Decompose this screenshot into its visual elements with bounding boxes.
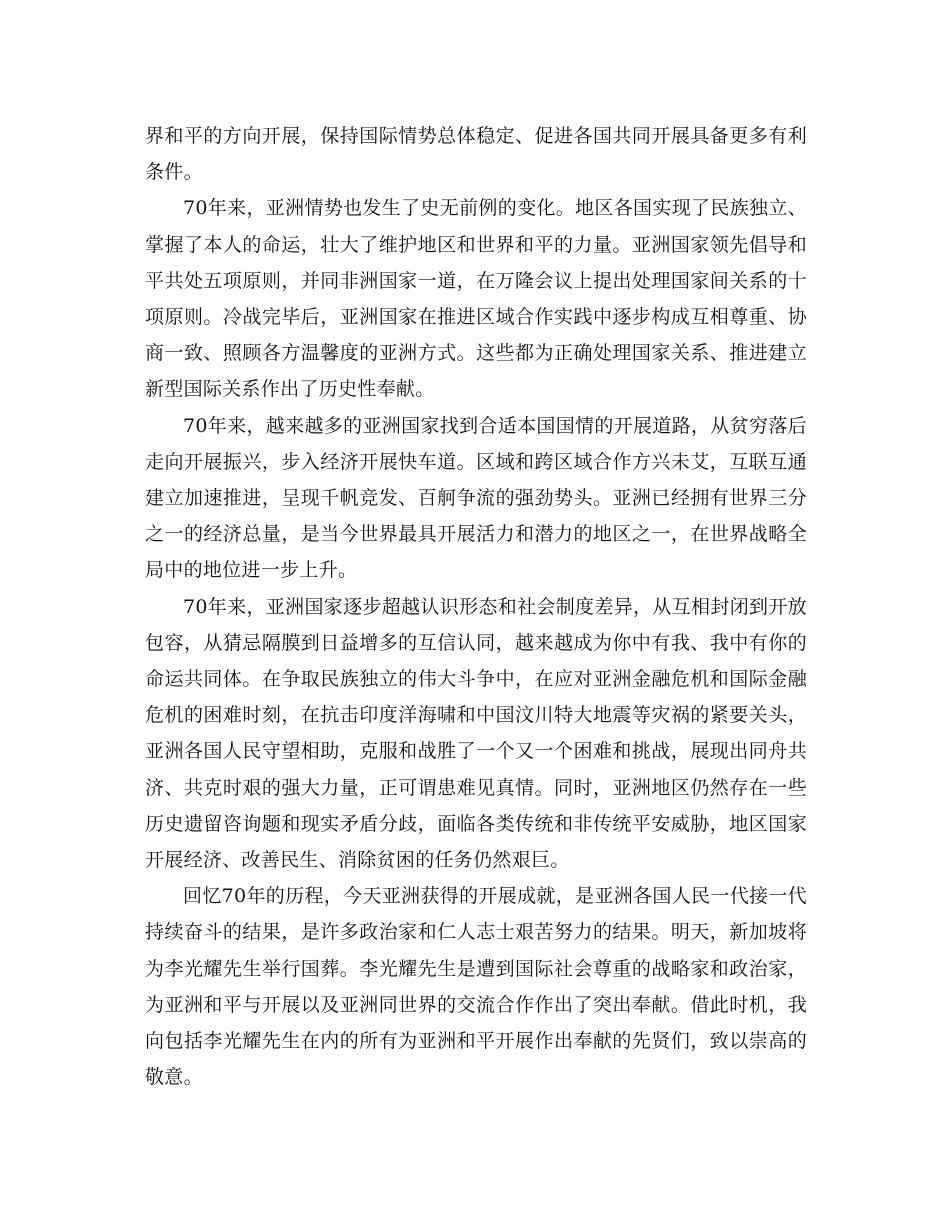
paragraph-retrospect: 回忆70年的历程，今天亚洲获得的开展成就，是亚洲各国人民一代接一代持续奋斗的结果，是许多政治家和仁人志士艰苦努力的结果。明天，新加坡将为李光耀先生举行国葬。李光耀先生是遭到国际社会尊重的战略家和政治家，为亚洲和平与开展以及亚洲同世界的交流合作作出了突出奉献。借此时机，我向包括李光耀先生在内的所有为亚洲和平开展作出奉献的先贤们，致以崇高的敬意。	[145, 885, 807, 1089]
paragraph-asia-community: 70年来，亚洲国家逐步超越认识形态和社会制度差异，从互相封闭到开放包容，从猜忌隔膜到日益增多的互信认同，越来越成为你中有我、我中有你的命运共同体。在争取民族独立的伟大斗争中，在应对亚洲金融危机和国际金融危机的困难时刻，在抗击印度洋海啸和中国汶川特大地震等灾祸的紧要关头，亚洲各国人民守望相助，克服和战胜了一个又一个困难和挑战，展现出同舟共济、共克时艰的强大力量，正可谓患难见真情。同时，亚洲地区仍然存在一些历史遗留咨询题和现实矛盾分歧，面临各类传统和非传统平安威胁，地区国家开展经济、改善民生、消除贫困的任务仍然艰巨。	[145, 595, 807, 872]
paragraph-asia-development: 70年来，越来越多的亚洲国家找到合适本国国情的开展道路，从贫穷落后走向开展振兴，步入经济开展快车道。区域和跨区域合作方兴未艾，互联互通建立加速推进，呈现千帆竞发、百舸争流的强劲势头。亚洲已经拥有世界三分之一的经济总量，是当今世界最具开展活力和潜力的地区之一，在世界战略全局中的地位进一步上升。	[145, 414, 807, 582]
document-body	[145, 118, 807, 1095]
paragraph-continuation: 界和平的方向开展，保持国际情势总体稳定、促进各国共同开展具备更多有利条件。	[145, 125, 807, 184]
paragraph-asia-situation: 70年来，亚洲情势也发生了史无前例的变化。地区各国实现了民族独立、掌握了本人的命运，壮大了维护地区和世界和平的力量。亚洲国家领先倡导和平共处五项原则，并同非洲国家一道，在万隆会议上提出处理国家间关系的十项原则。冷战完毕后，亚洲国家在推进区域合作实践中逐步构成互相尊重、协商一致、照顾各方温馨度的亚洲方式。这些都为正确处理国家关系、推进建立新型国际关系作出了历史性奉献。	[145, 197, 807, 401]
